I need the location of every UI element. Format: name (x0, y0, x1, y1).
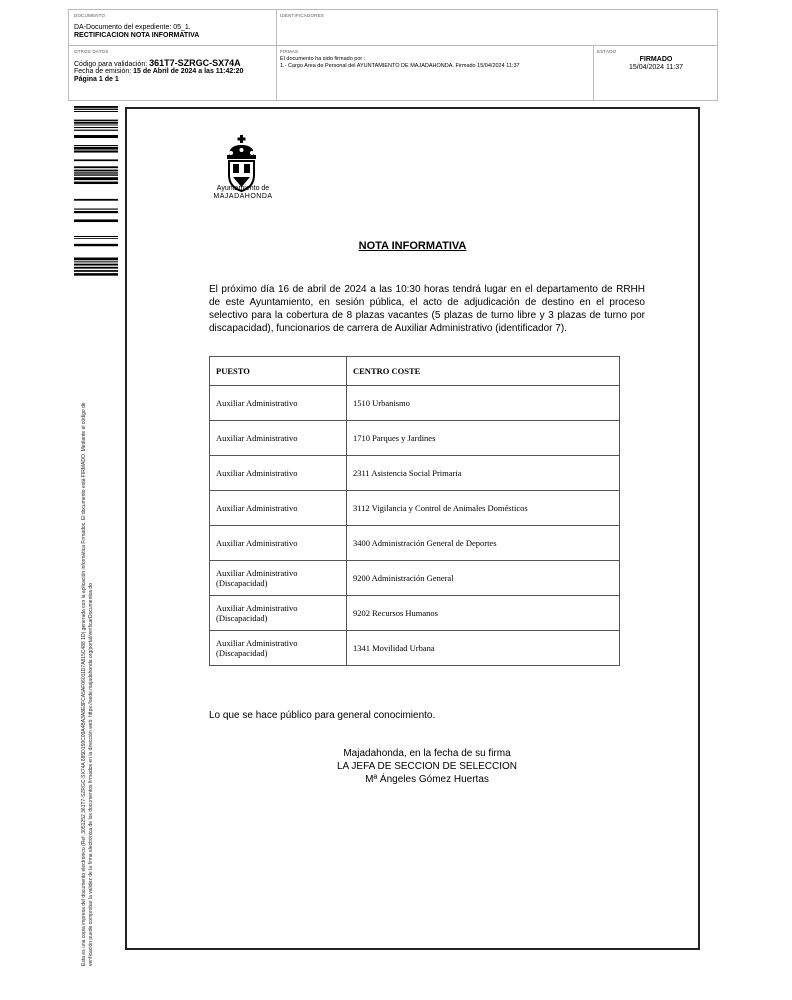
centro-cell: 9200 Administración General (347, 561, 620, 596)
documento-section (74, 13, 274, 40)
crest-caption (203, 185, 283, 201)
table-row (210, 491, 620, 526)
centro-cell: 3112 Vigilancia y Control de Animales Domésticos (347, 491, 620, 526)
codigo-value: 361T7-SZRGC-SX74A (149, 58, 241, 68)
puesto-text: Auxiliar Administrativo (216, 568, 298, 578)
table-row (210, 421, 620, 456)
puesto-cell (210, 526, 347, 561)
puesto-cell (210, 631, 347, 666)
firmas-line1: El documento ha sido firmado por : (280, 56, 366, 62)
puesto-text: Auxiliar Administrativo (216, 538, 298, 548)
document-header (68, 9, 718, 101)
document-title: NOTA INFORMATIVA (358, 240, 467, 252)
header-puesto: PUESTO (210, 357, 347, 386)
estado-fecha: 15/04/2024 11:37 (629, 64, 683, 71)
otros-datos-section (74, 49, 274, 84)
firmas-section (280, 49, 590, 70)
codigo-validacion (74, 58, 274, 68)
documento-label: DOCUMENTO (74, 13, 106, 18)
document-page (125, 107, 700, 950)
codigo-prefix: Código para validación: (74, 61, 148, 68)
firmas-line2: 1.- Cargo Area de Personal del AYUNTAMIENTO DE MAJADAHONDA. Firmado 15/04/2024 11:37 (280, 63, 520, 69)
puesto-text: Auxiliar Administrativo (216, 433, 298, 443)
centro-cell: 1341 Movilidad Urbana (347, 631, 620, 666)
pagina: Página 1 de 1 (74, 76, 119, 83)
centro-cell: 3400 Administración General de Deportes (347, 526, 620, 561)
table-row (210, 526, 620, 561)
puesto-cell (210, 491, 347, 526)
documento-line1: DA-Documento del expediente: 05_1. (74, 24, 191, 31)
verification-side-text (81, 266, 95, 966)
estado-value: FIRMADO (639, 56, 673, 63)
puesto-cell (210, 456, 347, 491)
table-row (210, 561, 620, 596)
puesto-text: Auxiliar Administrativo (216, 503, 298, 513)
table-row (210, 631, 620, 666)
centro-cell: 2311 Asistencia Social Primaria (347, 456, 620, 491)
barcode (74, 106, 118, 276)
table-row (210, 456, 620, 491)
firmas-label: FIRMAS (280, 49, 299, 54)
puesto-subtext: (Discapacidad) (216, 578, 268, 588)
table-row (210, 386, 620, 421)
crest-line2: MAJADAHONDA (213, 193, 273, 200)
centro-cell: 1510 Urbanismo (347, 386, 620, 421)
puesto-text: Auxiliar Administrativo (216, 468, 298, 478)
sign-role: LA JEFA DE SECCION DE SELECCION (336, 761, 518, 772)
estado-label: ESTADO (597, 49, 617, 54)
puesto-cell (210, 421, 347, 456)
centro-cell: 9202 Recursos Humanos (347, 596, 620, 631)
fecha-prefix: Fecha de emisión: (74, 68, 132, 75)
puesto-text: Auxiliar Administrativo (216, 603, 298, 613)
otros-datos-label: OTROS DATOS (74, 49, 109, 54)
closing-text: Lo que se hace público para general conocimiento. (209, 710, 436, 721)
sign-name: Mª Ángeles Gómez Huertas (365, 774, 489, 785)
sign-place-date: Majadahonda, en la fecha de su firma (343, 748, 511, 759)
table-header-row (210, 357, 620, 386)
puesto-text: Auxiliar Administrativo (216, 398, 298, 408)
puesto-text: Auxiliar Administrativo (216, 638, 298, 648)
identificadores-label: IDENTIFICADORES (280, 13, 325, 18)
puesto-subtext: (Discapacidad) (216, 613, 268, 623)
centro-cell: 1710 Parques y Jardines (347, 421, 620, 456)
plazas-table (209, 356, 620, 666)
header-centro-coste: CENTRO COSTE (347, 357, 620, 386)
puesto-cell (210, 561, 347, 596)
side-text-line1: Esta es una copia impresa del documento electrónico (Ref: 3051252 361T7-SZRGC-SX74A 685D159C09A4BA3A8E8FCA5AF06011D7A815C488 1D) generada con la aplicación informática Firmadoc. El documento está FIRMADO. Mediante el código de (81, 402, 87, 966)
documento-line2: RECTIFICACION NOTA INFORMATIVA (74, 32, 200, 39)
fecha-value: 15 de Abril de 2024 a las 11:42:20 (133, 68, 244, 75)
side-text-line2: verificación puede comprobar la validez de la firma electrónica de los documentos firmados en la dirección web: https://sede.majadahonda.org/portal/verificarDocumentos.do (88, 583, 94, 966)
estado-section (597, 49, 715, 72)
puesto-subtext: (Discapacidad) (216, 648, 268, 658)
fecha-emision (74, 68, 274, 76)
intro-paragraph: El próximo día 16 de abril de 2024 a las 10:30 horas tendrá lugar en el departamento de RRHH de este Ayuntamiento, en sesión pública, el acto de adjudicación de destino en el proceso selectivo para la cobertura de 8 plazas vacantes (5 plazas de turno libre y 3 plazas de turno por discapacidad), funcionarios de carrera de Auxiliar Administrativo (identificador 7). (209, 284, 645, 334)
puesto-cell (210, 596, 347, 631)
identificadores-section (280, 13, 324, 18)
signature-block (327, 747, 527, 786)
table-row (210, 596, 620, 631)
crest-line1: Ayuntamiento de (216, 185, 270, 192)
puesto-cell (210, 386, 347, 421)
